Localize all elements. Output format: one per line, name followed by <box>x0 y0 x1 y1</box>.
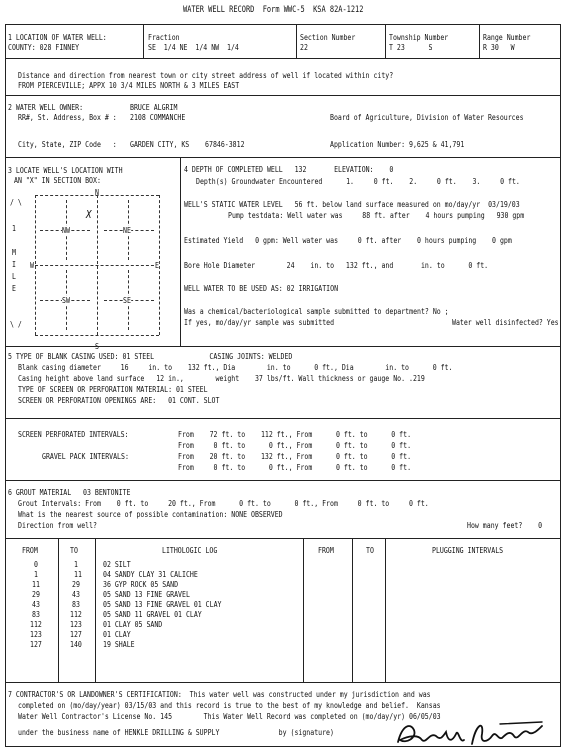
log-to: 83 <box>72 600 80 609</box>
bore-line: Bore Hole Diameter 24 in. to 132 ft., and in. to 0 ft. <box>184 261 489 270</box>
openings-line: SCREEN OR PERFORATION OPENINGS ARE: 01 CONT. SLOT <box>18 396 220 405</box>
direction-line: Direction from well? <box>18 521 97 530</box>
location-label: 1 LOCATION OF WATER WELL: <box>8 33 107 42</box>
log-from: 1 <box>34 570 38 579</box>
mile-one: 1 <box>12 224 16 233</box>
plug-from-header: FROM <box>318 546 334 555</box>
distance-value: FROM PIERCEVILLE; APPX 10 3/4 MILES NORTH & 3 MILES EAST <box>18 81 240 90</box>
log-to: 140 <box>70 640 82 649</box>
certification-line-3: Water Well Contractor's License No. 145 This Water Well Record was completed on (mo/day/yr) 06/05/03 <box>18 712 441 721</box>
locate-label-2: AN "X" IN SECTION BOX: <box>14 176 101 185</box>
gravel-row-1: From 20 ft. to 132 ft., From 0 ft. to 0 ft. <box>178 452 412 461</box>
log-from: 83 <box>32 610 40 619</box>
chemical-date-line: If yes, mo/day/yr sample was submitted <box>184 318 335 327</box>
gravel-label: GRAVEL PACK INTERVALS: <box>42 452 129 461</box>
ne-label: NE <box>123 226 131 235</box>
gravel-row-2: From 0 ft. to 0 ft., From 0 ft. to 0 ft. <box>178 463 412 472</box>
log-desc: 05 SAND 13 FINE GRAVEL 01 CLAY <box>103 600 222 609</box>
log-to: 112 <box>70 610 82 619</box>
board-text: Board of Agriculture, Division of Water Resources <box>330 113 524 122</box>
certification-line-1: 7 CONTRACTOR'S OR LANDOWNER'S CERTIFICATION: This water well was constructed under my jurisdiction and was <box>8 690 431 699</box>
locate-label: 3 LOCATE WELL'S LOCATION WITH <box>8 166 123 175</box>
north-label: N <box>95 188 99 197</box>
mile-letter-i: I <box>12 260 16 269</box>
log-desc: 05 SAND 11 GRAVEL 01 CLAY <box>103 610 202 619</box>
log-from: 43 <box>32 600 40 609</box>
location-mark: X <box>86 208 92 221</box>
log-to: 43 <box>72 590 80 599</box>
perforated-row-1: From 72 ft. to 112 ft., From 0 ft. to 0 ft. <box>178 430 412 439</box>
application-number: Application Number: 9,625 & 41,791 <box>330 140 465 149</box>
certification-line-2: completed on (mo/day/year) 03/15/03 and this record is true to the best of my knowledge and belief. Kansas <box>18 701 441 710</box>
plugging-header: PLUGGING INTERVALS <box>432 546 504 555</box>
nw-label: NW <box>62 226 70 235</box>
water-use-line: WELL WATER TO BE USED AS: 02 IRRIGATION <box>184 284 339 293</box>
static-level-line: WELL'S STATIC WATER LEVEL 56 ft. below land surface measured on mo/day/yr 03/19/03 <box>184 200 520 209</box>
log-to: 123 <box>70 620 82 629</box>
log-from: 127 <box>30 640 42 649</box>
log-desc: 19 SHALE <box>103 640 135 649</box>
contamination-line: What is the nearest source of possible contamination: NONE OBSERVED <box>18 510 283 519</box>
yield-line: Estimated Yield 0 gpm: Well water was 0 ft. after 0 hours pumping 0 gpm <box>184 236 512 245</box>
perforated-label: SCREEN PERFORATED INTERVALS: <box>18 430 129 439</box>
township-value: T 23 S <box>389 43 433 52</box>
log-to: 29 <box>72 580 80 589</box>
log-desc: 01 CLAY 05 SAND <box>103 620 163 629</box>
log-desc: 05 SAND 13 FINE GRAVEL <box>103 590 190 599</box>
log-desc: 01 CLAY <box>103 630 131 639</box>
slash-top: / \ <box>10 198 22 207</box>
sw-label: SW <box>62 296 70 305</box>
log-from: 123 <box>30 630 42 639</box>
fraction-label: Fraction <box>148 33 180 42</box>
distance-label: Distance and direction from nearest town or city street address of well if located within city? <box>18 71 394 80</box>
log-from-header: FROM <box>22 546 38 555</box>
log-desc: 04 SANDY CLAY 31 CALICHE <box>103 570 198 579</box>
range-label: Range Number <box>483 33 531 42</box>
groundwater-line: Depth(s) Groundwater Encountered 1. 0 ft. 2. 0 ft. 3. 0 ft. <box>196 177 520 186</box>
log-desc: 02 SILT <box>103 560 131 569</box>
log-desc: 36 GYP ROCK 05 SAND <box>103 580 179 589</box>
screen-type-line: TYPE OF SCREEN OR PERFORATION MATERIAL: 01 STEEL <box>18 385 208 394</box>
log-from: 0 <box>34 560 38 569</box>
depth-line: 4 DEPTH OF COMPLETED WELL 132 ELEVATION: 0 <box>184 165 394 174</box>
log-from: 29 <box>32 590 40 599</box>
slash-bottom: \ / <box>10 320 22 329</box>
log-to: 127 <box>70 630 82 639</box>
se-label: SE <box>123 296 131 305</box>
grout-material-line: 6 GROUT MATERIAL 03 BENTONITE <box>8 488 131 497</box>
address-value: 2108 COMMANCHE <box>130 113 186 122</box>
township-label: Township Number <box>389 33 449 42</box>
plug-to-header: TO <box>366 546 374 555</box>
section-value: 22 <box>300 43 308 52</box>
perforated-row-2: From 0 ft. to 0 ft., From 0 ft. to 0 ft. <box>178 441 412 450</box>
chemical-sample-line: Was a chemical/bacteriological sample submitted to department? No ; <box>184 307 449 316</box>
log-lithology-header: LITHOLOGIC LOG <box>162 546 218 555</box>
certification-line-4: under the business name of HENKLE DRILLING & SUPPLY by (signature) <box>18 728 334 737</box>
log-from: 112 <box>30 620 42 629</box>
log-from: 11 <box>32 580 40 589</box>
west-label: W <box>30 261 34 270</box>
casing-diameter-line: Blank casing diameter 16 in. to 132 ft., Dia in. to 0 ft., Dia in. to 0 ft. <box>18 363 453 372</box>
mile-letter-m: M <box>12 248 16 257</box>
city-label: City, State, ZIP Code : <box>18 140 117 149</box>
grout-intervals-line: Grout Intervals: From 0 ft. to 20 ft., From 0 ft. to 0 ft., From 0 ft. to 0 ft. <box>18 499 429 508</box>
form-title: WATER WELL RECORD Form WWC-5 KSA 82A-1212 <box>183 5 364 15</box>
fraction-value: SE 1/4 NE 1/4 NW 1/4 <box>148 43 239 52</box>
log-to: 1 <box>74 560 78 569</box>
signature <box>392 716 554 748</box>
mile-letter-l: L <box>12 272 16 281</box>
east-label: E <box>155 261 159 270</box>
address-label: RR#, St. Address, Box # : <box>18 113 117 122</box>
how-many-feet: How many feet? 0 <box>467 521 543 530</box>
section-label: Section Number <box>300 33 356 42</box>
owner-value: BRUCE ALGRIM <box>130 103 178 112</box>
county-value: COUNTY: 028 FINNEY <box>8 43 80 52</box>
range-value: R 30 W <box>483 43 515 52</box>
pump-test-line: Pump testdata: Well water was 88 ft. after 4 hours pumping 930 gpm <box>228 211 525 220</box>
log-to: 11 <box>74 570 82 579</box>
casing-height-line: Casing height above land surface 12 in., weight 37 lbs/ft. Wall thickness or gauge No. .219 <box>18 374 425 383</box>
casing-type-line: 5 TYPE OF BLANK CASING USED: 01 STEEL CASING JOINTS: WELDED <box>8 352 293 361</box>
city-value: GARDEN CITY, KS 67846-3812 <box>130 140 245 149</box>
mile-letter-e: E <box>12 284 16 293</box>
log-to-header: TO <box>70 546 78 555</box>
owner-label: 2 WATER WELL OWNER: <box>8 103 84 112</box>
disinfected-line: Water well disinfected? Yes <box>452 318 559 327</box>
